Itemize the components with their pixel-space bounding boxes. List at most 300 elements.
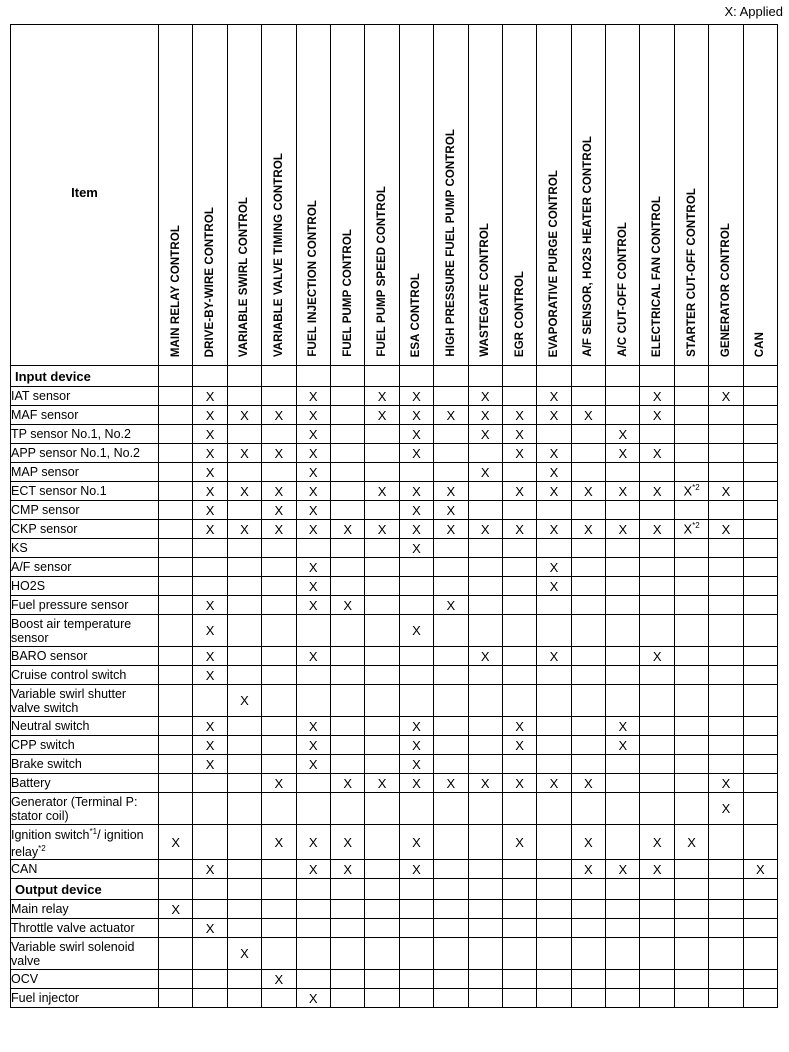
table-row: [11, 387, 778, 406]
applied-cell: [193, 970, 227, 989]
applied-cell: X: [571, 406, 605, 425]
applied-cell: [640, 717, 674, 736]
applied-cell: [434, 938, 468, 970]
table-row: [11, 860, 778, 879]
applied-cell: [709, 596, 743, 615]
applied-cell: X: [709, 520, 743, 539]
applied-cell: [571, 558, 605, 577]
applied-cell: [262, 463, 296, 482]
applied-cell: [606, 539, 640, 558]
applied-cell: [227, 615, 261, 647]
table-row: [11, 406, 778, 425]
empty-cell: [502, 879, 536, 900]
applied-cell: [606, 463, 640, 482]
applied-cell: X: [193, 387, 227, 406]
row-label: Boost air temperature sensor: [11, 615, 159, 647]
applied-cell: [537, 919, 571, 938]
applied-cell: [468, 970, 502, 989]
applied-cell: X: [399, 520, 433, 539]
applied-cell: [227, 425, 261, 444]
applied-cell: [399, 793, 433, 825]
column-header-label: GENERATOR CONTROL: [719, 222, 732, 357]
applied-cell: [571, 938, 605, 970]
applied-cell: X: [193, 425, 227, 444]
applied-cell: X: [502, 520, 536, 539]
header-row: [11, 25, 778, 366]
column-header: [640, 25, 674, 366]
row-label: Generator (Terminal P: stator coil): [11, 793, 159, 825]
applied-cell: X: [709, 482, 743, 501]
row-label: HO2S: [11, 577, 159, 596]
applied-cell: [159, 970, 193, 989]
column-header-label: A/C CUT-OFF CONTROL: [616, 222, 629, 357]
applied-cell: [468, 938, 502, 970]
applied-cell: [571, 647, 605, 666]
applied-cell: X: [434, 774, 468, 793]
applied-cell: X: [365, 482, 399, 501]
applied-cell: X: [330, 596, 364, 615]
applied-cell: [365, 919, 399, 938]
column-header: [606, 25, 640, 366]
column-header-label: FUEL INJECTION CONTROL: [307, 200, 320, 357]
applied-cell: X: [640, 406, 674, 425]
applied-cell: X: [296, 463, 330, 482]
table-row: [11, 520, 778, 539]
applied-cell: [330, 919, 364, 938]
empty-cell: [365, 879, 399, 900]
applied-cell: [502, 666, 536, 685]
applied-cell: [743, 666, 777, 685]
applied-cell: [434, 989, 468, 1008]
applied-cell: [330, 482, 364, 501]
applied-cell: [743, 793, 777, 825]
applied-cell: [606, 685, 640, 717]
applied-cell: [330, 666, 364, 685]
applied-cell: [262, 938, 296, 970]
applied-cell: X: [640, 647, 674, 666]
table-row: [11, 989, 778, 1008]
applied-cell: [399, 938, 433, 970]
applied-cell: [468, 666, 502, 685]
applied-cell: [743, 520, 777, 539]
applied-cell: [640, 615, 674, 647]
applied-cell: [365, 539, 399, 558]
applied-cell: [330, 755, 364, 774]
applied-cell: [571, 900, 605, 919]
column-header-label: VARIABLE VALVE TIMING CONTROL: [272, 152, 285, 357]
applied-cell: X: [296, 989, 330, 1008]
applied-cell: [502, 685, 536, 717]
empty-cell: [159, 879, 193, 900]
empty-cell: [743, 879, 777, 900]
applied-cell: [674, 970, 708, 989]
applied-cell: X: [537, 482, 571, 501]
table-row: [11, 970, 778, 989]
applied-cell: [674, 425, 708, 444]
applied-cell: [159, 539, 193, 558]
applied-cell: [434, 970, 468, 989]
applied-cell: [743, 774, 777, 793]
applied-cell: [743, 406, 777, 425]
column-header: [434, 25, 468, 366]
applied-cell: [399, 685, 433, 717]
applied-cell: [674, 685, 708, 717]
applied-cell: [502, 539, 536, 558]
applied-cell: [330, 736, 364, 755]
applied-cell: X: [399, 425, 433, 444]
applied-cell: [674, 558, 708, 577]
applied-cell: [743, 387, 777, 406]
column-header-label: CAN: [754, 331, 767, 357]
applied-cell: [606, 793, 640, 825]
empty-cell: [606, 879, 640, 900]
applied-cell: [709, 615, 743, 647]
applied-cell: [193, 774, 227, 793]
column-header: [227, 25, 261, 366]
item-header-label: Item: [71, 185, 98, 200]
applied-cell: X: [227, 444, 261, 463]
applied-cell: [399, 919, 433, 938]
empty-cell: [159, 366, 193, 387]
applied-cell: [227, 387, 261, 406]
applied-cell: [640, 938, 674, 970]
applied-cell: X: [674, 825, 708, 860]
applied-cell: [159, 463, 193, 482]
empty-cell: [193, 366, 227, 387]
control-matrix-table: [10, 24, 778, 1008]
applied-cell: X: [193, 463, 227, 482]
applied-cell: [640, 970, 674, 989]
applied-cell: [296, 539, 330, 558]
applied-cell: [468, 596, 502, 615]
applied-cell: [606, 647, 640, 666]
applied-cell: [365, 717, 399, 736]
applied-cell: [296, 900, 330, 919]
applied-cell: [571, 989, 605, 1008]
applied-cell: [674, 666, 708, 685]
applied-cell: X: [537, 463, 571, 482]
applied-cell: [743, 615, 777, 647]
applied-cell: [743, 938, 777, 970]
column-header-label: FUEL PUMP CONTROL: [341, 229, 354, 357]
applied-cell: X: [296, 647, 330, 666]
applied-cell: [365, 615, 399, 647]
applied-cell: [709, 919, 743, 938]
applied-cell: [709, 666, 743, 685]
empty-cell: [468, 366, 502, 387]
applied-cell: X: [296, 577, 330, 596]
row-label: Neutral switch: [11, 717, 159, 736]
applied-cell: X: [296, 717, 330, 736]
applied-cell: [227, 717, 261, 736]
applied-cell: [193, 539, 227, 558]
applied-cell: X: [502, 425, 536, 444]
applied-cell: X: [330, 825, 364, 860]
applied-cell: [640, 577, 674, 596]
applied-cell: [468, 919, 502, 938]
row-label: Throttle valve actuator: [11, 919, 159, 938]
row-label: A/F sensor: [11, 558, 159, 577]
applied-cell: [743, 539, 777, 558]
applied-cell: [159, 717, 193, 736]
applied-cell: [159, 615, 193, 647]
applied-cell: X: [537, 577, 571, 596]
applied-cell: [468, 501, 502, 520]
row-label: Variable swirl solenoid valve: [11, 938, 159, 970]
applied-cell: [434, 919, 468, 938]
empty-cell: [262, 879, 296, 900]
applied-cell: [743, 989, 777, 1008]
column-header-label: ELECTRICAL FAN CONTROL: [651, 195, 664, 357]
applied-cell: [571, 666, 605, 685]
applied-cell: X: [399, 539, 433, 558]
applied-cell: [330, 444, 364, 463]
empty-cell: [262, 366, 296, 387]
applied-cell: [262, 387, 296, 406]
applied-cell: X: [296, 501, 330, 520]
section-header-row: [11, 366, 778, 387]
applied-cell: [296, 685, 330, 717]
applied-cell: [674, 387, 708, 406]
applied-cell: [365, 900, 399, 919]
applied-cell: [502, 577, 536, 596]
applied-cell: [262, 558, 296, 577]
applied-cell: [537, 970, 571, 989]
applied-cell: [743, 685, 777, 717]
applied-cell: [159, 425, 193, 444]
applied-cell: [262, 793, 296, 825]
applied-cell: [743, 577, 777, 596]
applied-cell: [709, 736, 743, 755]
applied-cell: [743, 444, 777, 463]
applied-cell: [674, 647, 708, 666]
applied-cell: [193, 989, 227, 1008]
applied-cell: [468, 793, 502, 825]
applied-cell: X: [227, 685, 261, 717]
applied-cell: X: [606, 444, 640, 463]
applied-cell: [434, 860, 468, 879]
table-row: [11, 539, 778, 558]
applied-cell: [399, 577, 433, 596]
applied-cell: [365, 647, 399, 666]
table-row: [11, 444, 778, 463]
applied-cell: [365, 860, 399, 879]
applied-cell: [159, 406, 193, 425]
empty-cell: [571, 879, 605, 900]
applied-cell: [159, 444, 193, 463]
applied-cell: [434, 615, 468, 647]
applied-cell: [537, 539, 571, 558]
applied-cell: [227, 774, 261, 793]
applied-cell: X: [399, 825, 433, 860]
table-row: [11, 755, 778, 774]
applied-cell: [571, 463, 605, 482]
column-header-label: STARTER CUT-OFF CONTROL: [685, 188, 698, 357]
applied-cell: [227, 463, 261, 482]
applied-cell: [159, 520, 193, 539]
applied-cell: [674, 463, 708, 482]
applied-cell: [330, 406, 364, 425]
applied-cell: [330, 717, 364, 736]
applied-cell: [159, 919, 193, 938]
applied-cell: [330, 577, 364, 596]
applied-cell: [640, 685, 674, 717]
applied-cell: [193, 793, 227, 825]
applied-cell: [330, 647, 364, 666]
table-row: [11, 463, 778, 482]
applied-cell: [537, 989, 571, 1008]
applied-cell: [709, 558, 743, 577]
applied-cell: X: [606, 736, 640, 755]
row-label: MAP sensor: [11, 463, 159, 482]
applied-cell: [502, 501, 536, 520]
applied-cell: [159, 989, 193, 1008]
applied-cell: [468, 717, 502, 736]
applied-cell: [434, 900, 468, 919]
applied-cell: [159, 755, 193, 774]
applied-cell: X: [502, 774, 536, 793]
applied-cell: X: [399, 501, 433, 520]
applied-cell: [571, 596, 605, 615]
applied-cell: X: [606, 482, 640, 501]
applied-cell: [640, 596, 674, 615]
applied-cell: [227, 736, 261, 755]
applied-cell: [365, 793, 399, 825]
applied-cell: [709, 685, 743, 717]
applied-cell: [537, 596, 571, 615]
applied-cell: [502, 989, 536, 1008]
applied-cell: [709, 539, 743, 558]
applied-cell: X: [502, 717, 536, 736]
applied-cell: X: [571, 520, 605, 539]
section-title: Input device: [11, 366, 159, 387]
column-header-label: ESA CONTROL: [410, 272, 423, 357]
applied-cell: [674, 860, 708, 879]
applied-cell: X: [434, 520, 468, 539]
applied-cell: [502, 970, 536, 989]
row-label: APP sensor No.1, No.2: [11, 444, 159, 463]
applied-cell: [365, 558, 399, 577]
column-header-label: EVAPORATIVE PURGE CONTROL: [547, 169, 560, 357]
applied-cell: [159, 647, 193, 666]
applied-cell: [262, 596, 296, 615]
empty-cell: [709, 366, 743, 387]
applied-cell: [571, 615, 605, 647]
table-row: [11, 558, 778, 577]
applied-cell: [159, 666, 193, 685]
applied-cell: [606, 774, 640, 793]
applied-cell: [606, 501, 640, 520]
applied-cell: [365, 970, 399, 989]
applied-cell: [640, 900, 674, 919]
applied-cell: [434, 647, 468, 666]
applied-cell: [606, 406, 640, 425]
applied-cell: [606, 666, 640, 685]
applied-cell: [606, 387, 640, 406]
applied-cell: X: [502, 444, 536, 463]
applied-cell: X: [193, 666, 227, 685]
applied-cell: [262, 989, 296, 1008]
applied-cell: X: [159, 825, 193, 860]
table-row: [11, 596, 778, 615]
table-row: [11, 938, 778, 970]
applied-cell: X: [606, 860, 640, 879]
applied-cell: [571, 577, 605, 596]
applied-cell: X: [193, 520, 227, 539]
applied-cell: X: [537, 444, 571, 463]
applied-cell: [159, 860, 193, 879]
applied-cell: [262, 717, 296, 736]
applied-cell: [262, 577, 296, 596]
applied-cell: [227, 647, 261, 666]
applied-cell: [502, 387, 536, 406]
applied-cell: [330, 938, 364, 970]
applied-cell: [434, 717, 468, 736]
applied-cell: [743, 919, 777, 938]
empty-cell: [674, 366, 708, 387]
column-header: [674, 25, 708, 366]
applied-cell: X: [262, 970, 296, 989]
applied-cell: X: [227, 520, 261, 539]
applied-cell: [709, 755, 743, 774]
empty-cell: [606, 366, 640, 387]
applied-cell: X: [537, 520, 571, 539]
empty-cell: [296, 879, 330, 900]
empty-cell: [193, 879, 227, 900]
table-row: [11, 774, 778, 793]
applied-cell: [399, 463, 433, 482]
applied-cell: [330, 615, 364, 647]
applied-cell: [709, 938, 743, 970]
applied-cell: [296, 615, 330, 647]
applied-cell: X: [606, 520, 640, 539]
applied-cell: [571, 444, 605, 463]
applied-cell: [330, 793, 364, 825]
applied-cell: [571, 539, 605, 558]
applied-cell: [709, 463, 743, 482]
applied-cell: [468, 577, 502, 596]
column-header-label: DRIVE-BY-WIRE CONTROL: [204, 206, 217, 357]
applied-cell: [399, 666, 433, 685]
applied-cell: [606, 919, 640, 938]
table-row: [11, 501, 778, 520]
applied-cell: [674, 989, 708, 1008]
applied-cell: [606, 970, 640, 989]
applied-cell: [674, 736, 708, 755]
applied-cell: [296, 793, 330, 825]
applied-cell: [743, 425, 777, 444]
applied-cell: [365, 685, 399, 717]
applied-cell: X: [743, 860, 777, 879]
applied-cell: [674, 938, 708, 970]
applied-cell: [571, 793, 605, 825]
applied-cell: [709, 860, 743, 879]
applied-cell: [709, 647, 743, 666]
applied-cell: [227, 558, 261, 577]
applied-cell: [262, 755, 296, 774]
applied-cell: [502, 463, 536, 482]
applied-cell: X: [502, 406, 536, 425]
table-row: [11, 919, 778, 938]
applied-cell: [606, 577, 640, 596]
applied-cell: [330, 425, 364, 444]
applied-cell: [640, 989, 674, 1008]
applied-cell: X: [709, 774, 743, 793]
applied-cell: [640, 558, 674, 577]
applied-cell: [262, 425, 296, 444]
applied-cell: X: [296, 755, 330, 774]
applied-cell: X: [296, 558, 330, 577]
